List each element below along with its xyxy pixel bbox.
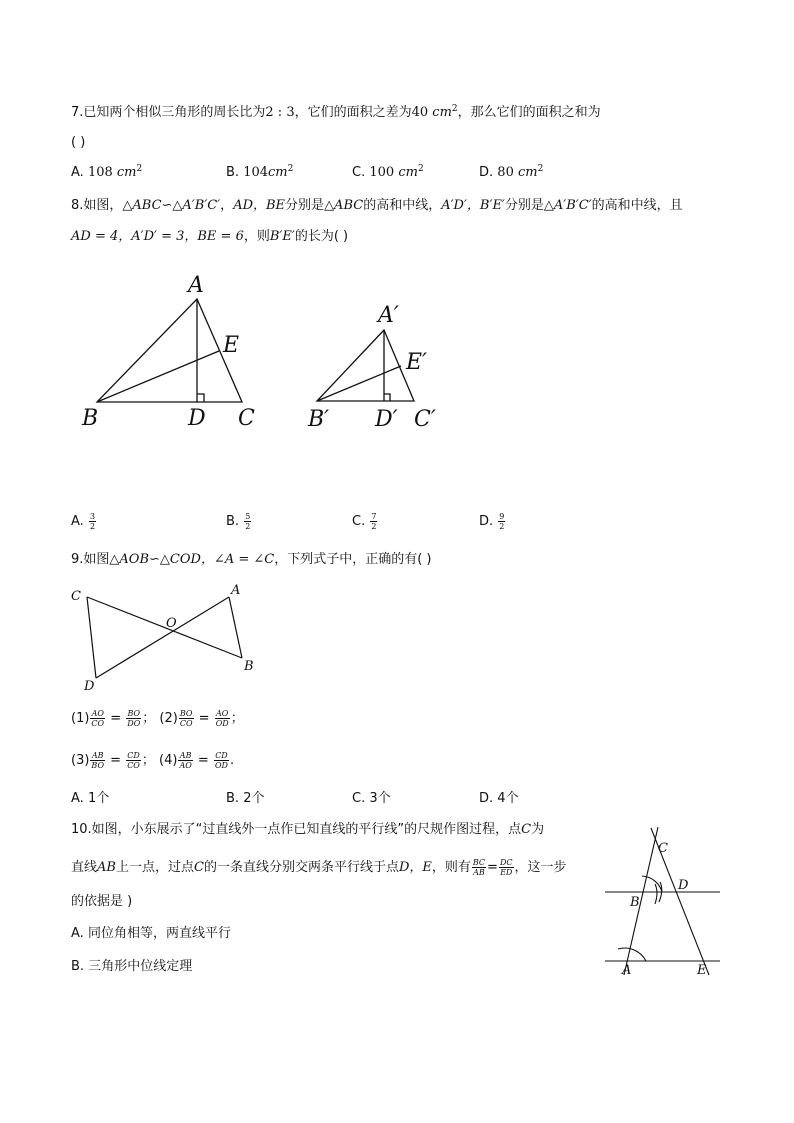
q7-stem: 7.已知两个相似三角形的周长比为2 : 3，它们的面积之差为40 $cm^2$，那么它们的面积之和为: [71, 104, 601, 120]
q9-label-b: B: [244, 659, 254, 674]
q9-items-row1: (1) $\frac{AO}{CO}$ = $\frac{BO}{DO}$ ； (2) $\frac{BO}{CO}$ = $\frac{AO}{OD}$ ；: [71, 709, 244, 728]
q8-label-a: A: [188, 273, 204, 298]
q8-label-d-prime: D′: [375, 407, 398, 432]
q10-stem-line3: 的依据是 ): [71, 894, 133, 909]
q8-figure: [70, 262, 460, 440]
q9-label-a: A: [231, 583, 241, 598]
q7-ratio: 2 : 3: [265, 105, 295, 120]
q8-stem-line1: 8.如图，△ABC∽△A′B′C′，AD，BE分别是△ABC的高和中线，A′D′，B′E′分别是△A′B′C′的高和中线，且: [71, 198, 683, 213]
q9-items-row2: (3) $\frac{AB}{BO}$ = $\frac{CD}{CO}$ ； (4) $\frac{AB}{AO}$ = $\frac{CD}{OD}$ .: [71, 751, 235, 770]
q8-stem-line2: AD = 4，A′D′ = 3，BE = 6，则B′E′的长为( ): [71, 229, 349, 244]
q7-option-c[interactable]: C. 100 $cm^2$: [352, 164, 424, 180]
q7-option-b[interactable]: B. $104cm^2$: [226, 164, 294, 180]
q8-label-e: E: [223, 333, 240, 358]
q10-label-c: C: [658, 841, 668, 856]
q9-label-c: C: [71, 589, 81, 604]
q10-arc-at-a: [618, 948, 646, 961]
q10-mark-arc-2: [655, 884, 657, 904]
q9-segment-cb: [87, 597, 242, 658]
q7-option-d[interactable]: D. 80 $cm^2$: [479, 164, 544, 180]
q8-label-d: D: [188, 406, 206, 431]
q8-option-a[interactable]: A. $\frac{3}{2}$: [71, 512, 96, 531]
q10-label-e: E: [697, 963, 707, 978]
q9-label-d: D: [84, 679, 95, 694]
q9-option-b[interactable]: B. 2个: [226, 791, 265, 806]
q8-label-c: C: [238, 406, 255, 431]
q10-stem-line2: 直线AB上一点，过点C的一条直线分别交两条平行线于点D，E，则有 $\frac{BC}{AB}$ = $\frac{DC}{ED}$ ，这一步: [71, 858, 567, 877]
q9-option-a[interactable]: A. 1个: [71, 791, 110, 806]
q8-triangle-abc: [97, 299, 242, 402]
q10-option-b[interactable]: B. 三角形中位线定理: [71, 959, 193, 974]
q8-label-b-prime: B′: [308, 407, 330, 432]
q7-answer-paren: ( ): [71, 135, 86, 150]
q8-option-d[interactable]: D. $\frac{9}{2}$: [479, 512, 505, 531]
q10-label-d: D: [678, 878, 689, 893]
q9-option-d[interactable]: D. 4个: [479, 791, 519, 806]
q8-triangle-abc-prime: [317, 330, 414, 401]
q10-figure: [600, 822, 730, 982]
q7-option-a[interactable]: A. 108 $cm^2$: [71, 164, 143, 180]
q9-stem: 9.如图△AOB∽△COD，∠A = ∠C，下列式子中，正确的有( ): [71, 552, 432, 567]
q9-segment-cd: [87, 597, 96, 678]
q9-segment-ab: [229, 597, 242, 658]
q10-label-b: B: [630, 895, 640, 910]
q9-figure: [64, 580, 264, 695]
q8-label-c-prime: C′: [414, 407, 436, 432]
q10-option-a[interactable]: A. 同位角相等，两直线平行: [71, 926, 231, 941]
q8-label-a-prime: A′: [378, 303, 399, 328]
q9-label-o: O: [166, 616, 177, 631]
q9-segment-da: [96, 597, 229, 678]
q9-option-c[interactable]: C. 3个: [352, 791, 391, 806]
q8-label-e-prime: E′: [406, 350, 428, 375]
q8-label-b: B: [82, 406, 99, 431]
q8-option-c[interactable]: C. $\frac{7}{2}$: [352, 512, 377, 531]
q10-label-a: A: [622, 963, 632, 978]
q8-option-b[interactable]: B. $\frac{5}{2}$: [226, 512, 251, 531]
q10-stem-line1: 10.如图，小东展示了“过直线外一点作已知直线的平行线”的尺规作图过程，点C为: [71, 822, 545, 837]
